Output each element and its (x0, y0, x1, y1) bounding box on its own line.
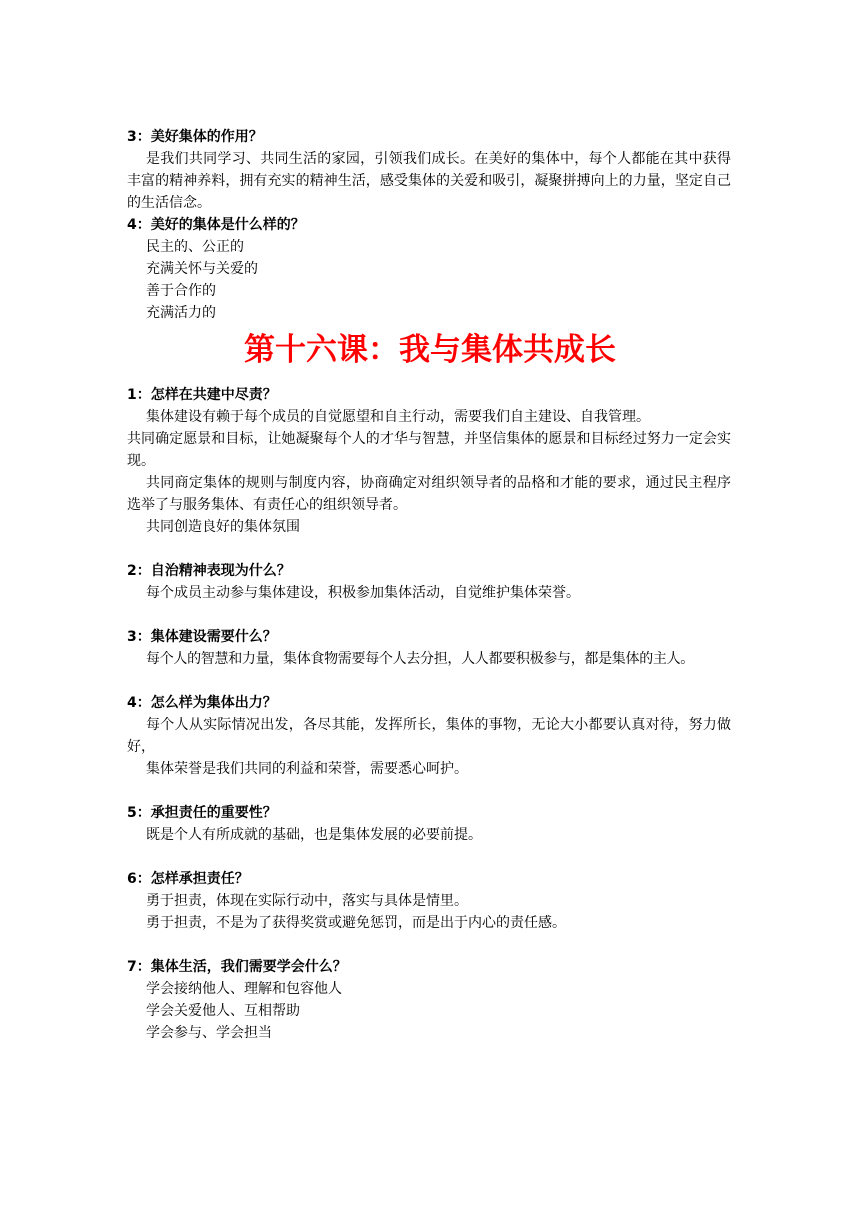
spacer (0, 780, 860, 802)
question-heading: 5：承担责任的重要性？ (127, 805, 277, 821)
answer-paragraph: 每个人从实际情况出发，各尽其能，发挥所长，集体的事物，无论大小都要认真对待，努力做好， (127, 717, 731, 755)
answer-paragraph: 勇于担责，不是为了获得奖赏或避免惩罚，而是出于内心的责任感。 (146, 915, 566, 931)
answer-item: 学会关爱他人、互相帮助 (146, 1003, 300, 1019)
answer-paragraph: 集体建设有赖于每个成员的自觉愿望和自主行动，需要我们自主建设、自我管理。 (146, 409, 650, 425)
answer-paragraph: 共同确定愿景和目标，让她凝聚每个人的才华与智慧，并坚信集体的愿景和目标经过努力一定会实现。 (127, 431, 731, 469)
document-body (0, 126, 860, 1044)
lesson-title: 第十六课：我与集体共成长 (244, 332, 616, 368)
spacer (0, 604, 860, 626)
spacer (0, 670, 860, 692)
answer-item: 善于合作的 (146, 283, 216, 299)
question-heading: 2：自治精神表现为什么？ (127, 563, 291, 579)
spacer (0, 934, 860, 956)
answer-item: 充满关怀与关爱的 (146, 261, 258, 277)
question-heading: 1：怎样在共建中尽责？ (127, 387, 277, 403)
answer-item: 学会参与、学会担当 (146, 1025, 272, 1041)
answer-paragraph: 共同创造良好的集体氛围 (146, 519, 300, 535)
question-heading: 4：美好的集体是什么样的？ (127, 217, 305, 233)
answer-paragraph: 集体荣誉是我们共同的利益和荣誉，需要悉心呵护。 (146, 761, 468, 777)
spacer (0, 846, 860, 868)
question-heading: 6：怎样承担责任？ (127, 871, 249, 887)
spacer (0, 538, 860, 560)
answer-item: 民主的、公正的 (146, 239, 244, 255)
answer-paragraph: 共同商定集体的规则与制度内容，协商确定对组织领导者的品格和才能的要求，通过民主程序选举了与服务集体、有责任心的组织领导者。 (127, 475, 731, 513)
answer-paragraph: 勇于担责，体现在实际行动中，落实与具体是情里。 (146, 893, 468, 909)
answer-paragraph: 是我们共同学习、共同生活的家园，引领我们成长。在美好的集体中，每个人都能在其中获得丰富的精神养料，拥有充实的精神生活，感受集体的关爱和吸引，凝聚拼搏向上的力量，坚定自己的生活信念。 (127, 151, 731, 211)
answer-item: 充满活力的 (146, 305, 216, 321)
answer-paragraph: 每个成员主动参与集体建设，积极参加集体活动，自觉维护集体荣誉。 (146, 585, 580, 601)
answer-paragraph: 每个人的智慧和力量，集体食物需要每个人去分担，人人都要积极参与，都是集体的主人。 (146, 651, 694, 667)
question-heading: 7：集体生活，我们需要学会什么？ (127, 959, 347, 975)
answer-paragraph: 既是个人有所成就的基础，也是集体发展的必要前提。 (146, 827, 482, 843)
question-heading: 3：美好集体的作用？ (127, 129, 263, 145)
question-heading: 3：集体建设需要什么？ (127, 629, 277, 645)
question-heading: 4：怎么样为集体出力？ (127, 695, 277, 711)
answer-item: 学会接纳他人、理解和包容他人 (146, 981, 342, 997)
